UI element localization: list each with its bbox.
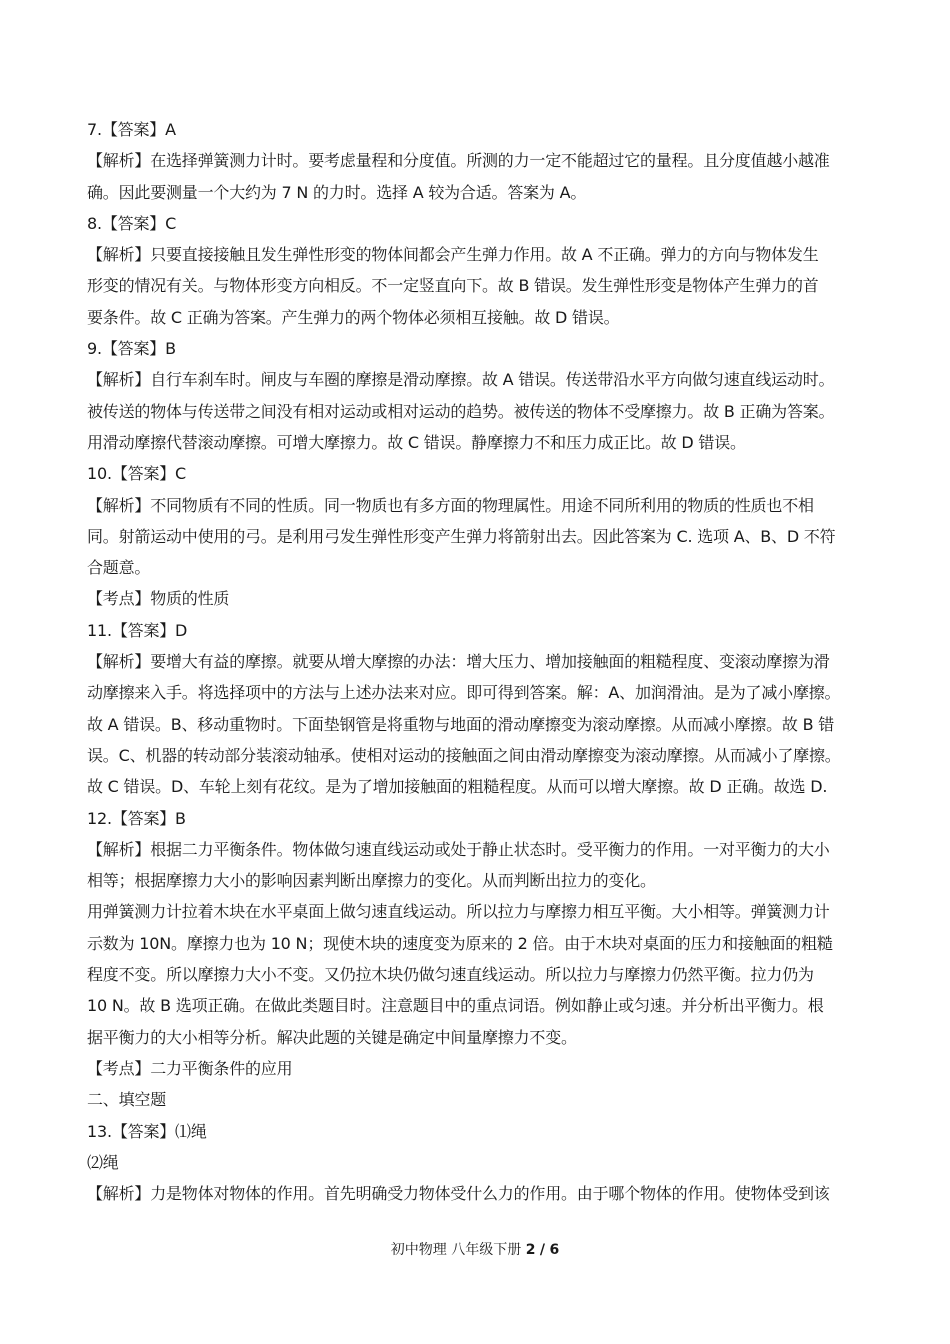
text-line: 相等；根据摩擦力大小的影响因素判断出摩擦力的变化。从而判断出拉力的变化。 <box>87 871 656 891</box>
text-line: 动摩擦来入手。将选择项中的方法与上述办法来对应。即可得到答案。解：A、加润滑油。是为了减小摩擦。 <box>87 683 841 703</box>
text-line: ⑵绳 <box>87 1152 119 1172</box>
text-line: 合题意。 <box>87 558 151 578</box>
page-footer <box>0 1240 950 1260</box>
text-line: 确。因此要测量一个大约为 7 N 的力时。选择 A 较为合适。答案为 A。 <box>87 182 587 202</box>
text-line: 故 A 错误。B、移动重物时。下面垫钢管是将重物与地面的滑动摩擦变为滚动摩擦。从而减小摩擦。故 B 错 <box>87 714 835 734</box>
text-line: 示数为 10N。摩擦力也为 10 N；现使木块的速度变为原来的 2 倍。由于木块对桌面的压力和接触面的粗糙 <box>87 933 833 953</box>
text-line: 据平衡力的大小相等分析。解决此题的关键是确定中间量摩擦力不变。 <box>87 1027 577 1047</box>
text-line: 用弹簧测力计拉着木块在水平桌面上做匀速直线运动。所以拉力与摩擦力相互平衡。大小相等。弹簧测力计 <box>87 902 830 922</box>
text-line: 9.【答案】B <box>87 339 176 359</box>
answer-text-body <box>87 114 887 1209</box>
text-line: 【解析】自行车刹车时。闸皮与车圈的摩擦是滑动摩擦。故 A 错误。传送带沿水平方向做匀速直线运动时。 <box>87 370 835 390</box>
text-line: 误。C、机器的转动部分装滚动轴承。使相对运动的接触面之间由滑动摩擦变为滚动摩擦。从而减小了摩擦。 <box>87 745 841 765</box>
text-line: 形变的情况有关。与物体形变方向相反。不一定竖直向下。故 B 错误。发生弹性形变是物体产生弹力的首 <box>87 276 819 296</box>
text-line: 【解析】根据二力平衡条件。物体做匀速直线运动或处于静止状态时。受平衡力的作用。一对平衡力的大小 <box>87 839 830 859</box>
text-line: 用滑动摩擦代替滚动摩擦。可增大摩擦力。故 C 错误。静摩擦力不和压力成正比。故 D 错误。 <box>87 432 746 452</box>
footer-total-pages: 6 <box>549 1242 560 1258</box>
text-line: 【解析】只要直接接触且发生弹性形变的物体间都会产生弹力作用。故 A 不正确。弹力的方向与物体发生 <box>87 245 819 265</box>
text-line: 8.【答案】C <box>87 213 177 233</box>
text-line: 【解析】力是物体对物体的作用。首先明确受力物体受什么力的作用。由于哪个物体的作用。使物体受到该 <box>87 1184 830 1204</box>
text-line: 【考点】二力平衡条件的应用 <box>87 1058 293 1078</box>
footer-subject: 初中物理 八年级下册 <box>390 1242 522 1258</box>
text-line: 同。射箭运动中使用的弓。是利用弓发生弹性形变产生弹力将箭射出去。因此答案为 C. 选项 A、B、D 不符 <box>87 526 836 546</box>
text-line: 12.【答案】B <box>87 808 186 828</box>
text-line: 10 N。故 B 选项正确。在做此类题目时。注意题目中的重点词语。例如静止或匀速。并分析出平衡力。根 <box>87 996 824 1016</box>
text-line: 10.【答案】C <box>87 464 187 484</box>
text-line: 【考点】物质的性质 <box>87 589 230 609</box>
text-line: 13.【答案】⑴绳 <box>87 1121 207 1141</box>
text-line: 11.【答案】D <box>87 620 188 640</box>
text-line: 7.【答案】A <box>87 120 176 139</box>
text-line: 【解析】在选择弹簧测力计时。要考虑量程和分度值。所测的力一定不能超过它的量程。且分度值越小越准 <box>87 151 830 171</box>
text-line: 二、填空题 <box>87 1090 167 1110</box>
text-line: 程度不变。所以摩擦力大小不变。又仍拉木块仍做匀速直线运动。所以拉力与摩擦力仍然平衡。拉力仍为 <box>87 965 814 985</box>
text-line: 要条件。故 C 正确为答案。产生弹力的两个物体必须相互接触。故 D 错误。 <box>87 307 620 327</box>
footer-separator: / <box>539 1242 546 1258</box>
text-line: 【解析】不同物质有不同的性质。同一物质也有多方面的物理属性。用途不同所利用的物质的性质也不相 <box>87 495 814 515</box>
footer-page-number: 2 <box>525 1242 536 1258</box>
text-line: 被传送的物体与传送带之间没有相对运动或相对运动的趋势。被传送的物体不受摩擦力。故 B 正确为答案。 <box>87 401 835 421</box>
text-line: 故 C 错误。D、车轮上刻有花纹。是为了增加接触面的粗糙程度。从而可以增大摩擦。故 D 正确。故选 D. <box>87 777 828 797</box>
text-line: 【解析】要增大有益的摩擦。就要从增大摩擦的办法：增大压力、增加接触面的粗糙程度、变滚动摩擦为滑 <box>87 652 830 672</box>
